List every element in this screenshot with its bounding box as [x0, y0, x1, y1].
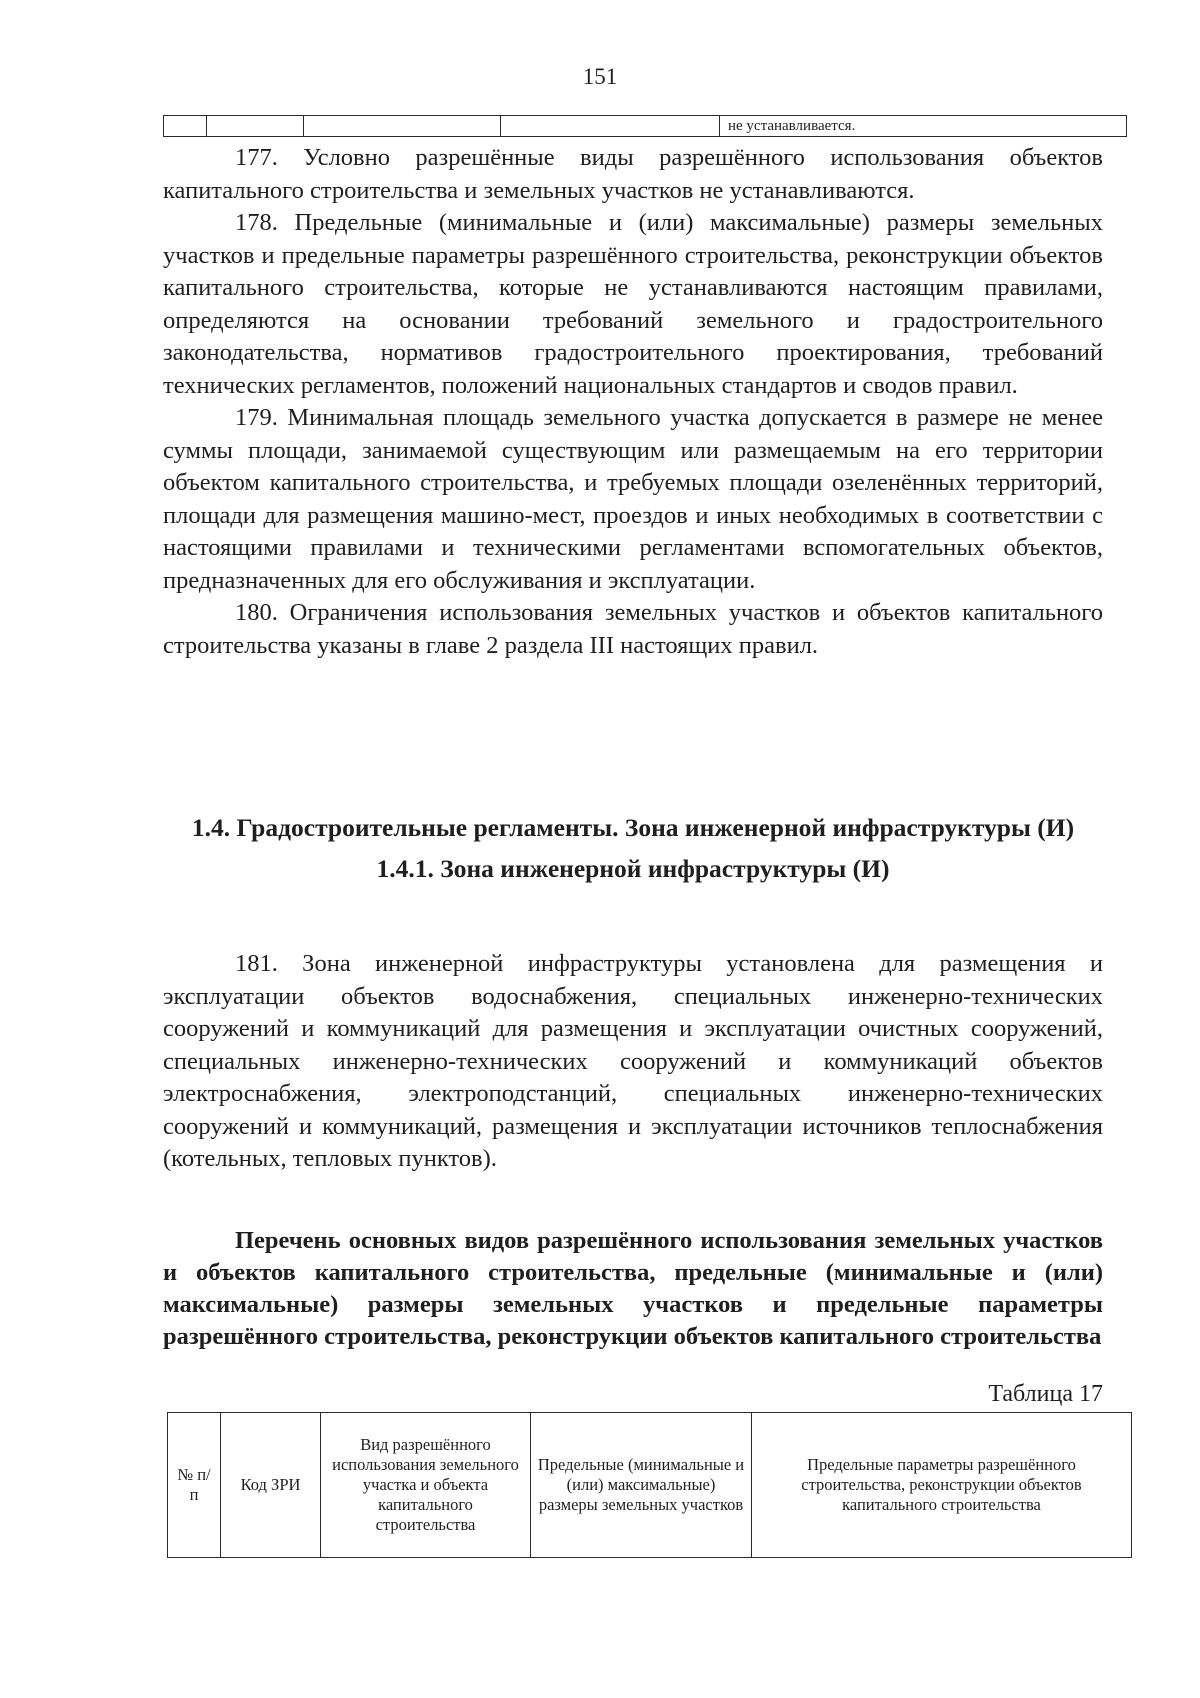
table-caption: Таблица 17 — [988, 1381, 1103, 1407]
table-cell — [304, 116, 501, 137]
header-use-type: Вид разрешённого использования земельного участка и объекта капитального строительства — [321, 1413, 531, 1558]
list-heading: Перечень основных видов разрешённого использования земельных участков и объектов капитального строительства, предельные (минимальные и (или) максимальные) размеры земельных участков и предельные параметры разрешённого строительства, реконструкции объектов капитального строительства — [163, 1227, 1103, 1350]
continued-table-row — [163, 115, 1127, 137]
body-paragraphs — [163, 142, 1103, 662]
subsection-heading: 1.4.1. Зона инженерной инфраструктуры (И) — [376, 854, 890, 883]
zone-description — [163, 948, 1103, 1176]
paragraph-181: 181. Зона инженерной инфраструктуры установлена для размещения и эксплуатации объектов водоснабжения, специальных инженерно-технических сооружений и коммуникаций для размещения и эксплуатации очистных сооружений, специальных инженерно-технических сооружений и коммуникаций объектов электроснабжения, электроподстанций, специальных инженерно-технических сооружений и коммуникаций, размещения и эксплуатации источников теплоснабжения (котельных, тепловых пунктов). — [163, 950, 1103, 1172]
header-code: Код ЗРИ — [221, 1413, 321, 1558]
paragraph-180: 180. Ограничения использования земельных участков и объектов капитального строительства указаны в главе 2 раздела III настоящих правил. — [163, 599, 1103, 659]
table-cell: не устанавливается. — [720, 116, 1127, 137]
page-number: 151 — [582, 64, 618, 89]
header-plot-sizes: Предельные (минимальные и (или) максимальные) размеры земельных участков — [531, 1413, 752, 1558]
table-cell — [164, 116, 207, 137]
table-cell — [207, 116, 304, 137]
paragraph-178: 178. Предельные (минимальные и (или) максимальные) размеры земельных участков и предельные параметры разрешённого строительства, реконструкции объектов капитального строительства, которые не устанавливаются настоящим правилами, определяются на основании требований земельного и градостроительного законодательства, нормативов градостроительного проектирования, требований технических регламентов, положений национальных стандартов и сводов правил. — [163, 209, 1103, 399]
header-build-params: Предельные параметры разрешённого строительства, реконструкции объектов капитального строительства — [752, 1413, 1132, 1558]
table-row — [164, 116, 1127, 137]
header-number: № п/п — [168, 1413, 221, 1558]
section-heading: 1.4. Градостроительные регламенты. Зона инженерной инфраструктуры (И) — [191, 813, 1075, 842]
table-header-row — [168, 1413, 1132, 1558]
paragraph-179: 179. Минимальная площадь земельного участка допускается в размере не менее суммы площади, занимаемой существующим или размещаемым на его территории объектом капитального строительства, и требуемых площади озеленённых территорий, площади для размещения машино-мест, проездов и иных необходимых в соответствии с настоящими правилами и техническими регламентами вспомогательных объектов, предназначенных для его обслуживания и эксплуатации. — [163, 404, 1103, 594]
paragraph-177: 177. Условно разрешённые виды разрешённого использования объектов капитального строительства и земельных участков не устанавливаются. — [163, 144, 1103, 204]
zoning-table — [167, 1412, 1132, 1558]
table-cell — [501, 116, 720, 137]
section-headings — [163, 812, 1103, 884]
